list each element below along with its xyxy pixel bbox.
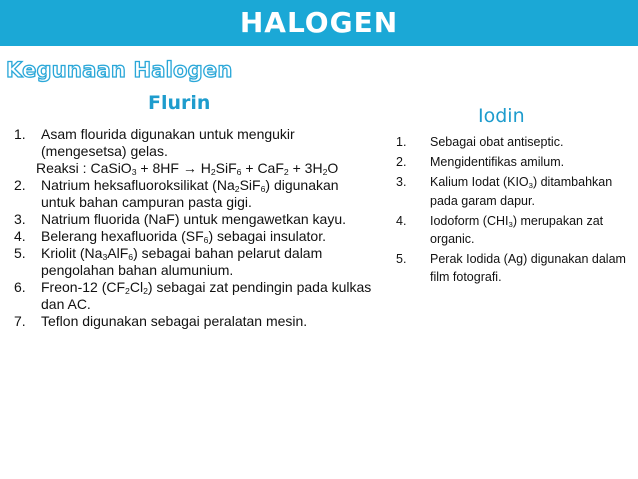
- flurin-item-text: Teflon digunakan sebagai peralatan mesin.: [41, 313, 308, 329]
- text-part: SiF: [239, 177, 261, 193]
- text-part: ) sebagai bahan pelarut dalam pengolahan bahan alumunium.: [41, 245, 323, 278]
- iodin-item-text: Mengidentifikas amilum.: [430, 155, 565, 170]
- text-part: Kalium Iodat (KIO: [430, 175, 529, 190]
- text-part: ) digunakan untuk bahan campuran pasta gigi.: [41, 177, 339, 210]
- reaction-text: O: [327, 160, 339, 176]
- flurin-item-text: [41, 177, 374, 211]
- flurin-item-number: 4.: [14, 228, 26, 244]
- text-part: AlF: [107, 245, 129, 261]
- iodin-item-1: [396, 133, 628, 151]
- iodin-item-4: [396, 212, 628, 248]
- subscript: 2: [143, 286, 148, 297]
- text-part: ) sebagai zat pendingin pada kulkas dan AC.: [41, 279, 372, 312]
- flurin-item-number: 6.: [14, 279, 26, 295]
- subscript: 3: [131, 167, 137, 178]
- reaction-text: Reaksi : CaSiO: [36, 160, 132, 176]
- flurin-list: [14, 126, 374, 330]
- slide-title: HALOGEN: [239, 6, 399, 39]
- flurin-item-text: Asam flourida digunakan untuk mengukir (mengesetsa) gelas.: [41, 126, 295, 159]
- iodin-item-text: [430, 175, 612, 207]
- reaction-text: + CaF: [241, 160, 284, 176]
- flurin-item-7: [14, 313, 374, 330]
- iodin-item-5: [396, 250, 628, 286]
- iodin-item-number: 3.: [396, 175, 407, 190]
- iodin-item-2: [396, 153, 628, 171]
- reaction-text: + 8HF → H: [136, 160, 211, 176]
- flurin-heading: Flurin: [148, 92, 211, 114]
- title-banner: [0, 0, 638, 46]
- text-part: Natrium heksafluoroksilikat (Na: [41, 177, 235, 193]
- text-part: Iodoform (CHI: [430, 213, 509, 228]
- subscript: 3: [528, 181, 533, 191]
- subscript: 3: [102, 252, 108, 263]
- iodin-item-text: Perak Iodida (Ag) digunakan dalam film fotografi.: [430, 252, 626, 285]
- text-part: Freon-12 (CF: [41, 279, 126, 295]
- reaction-text: + 3H: [288, 160, 323, 176]
- flurin-item-3: [14, 211, 374, 228]
- iodin-item-3: [396, 173, 628, 209]
- text-part: ) sebagai insulator.: [208, 228, 327, 244]
- subscript: 2: [125, 286, 130, 297]
- flurin-item-number: 3.: [14, 211, 26, 227]
- reaction-text: SiF: [215, 160, 237, 176]
- iodin-item-text: [430, 214, 603, 246]
- iodin-item-number: 1.: [396, 135, 407, 149]
- reaction-equation: [14, 160, 374, 177]
- flurin-item-number: 2.: [14, 177, 26, 193]
- flurin-item-2: [14, 177, 374, 211]
- flurin-item-text: Natrium fluorida (NaF) untuk mengawetkan kayu.: [41, 211, 347, 227]
- subscript: 2: [210, 167, 216, 178]
- subscript: 6: [260, 184, 266, 195]
- subscript: 3: [508, 219, 513, 229]
- flurin-item-4: [14, 228, 374, 245]
- iodin-item-number: 4.: [396, 213, 407, 228]
- flurin-item-1: [14, 126, 374, 160]
- iodin-item-number: 5.: [396, 252, 407, 267]
- subscript: 2: [234, 184, 240, 195]
- flurin-item-5: [14, 245, 374, 279]
- text-part: ) ditambahkan pada garam dapur.: [430, 175, 613, 208]
- iodin-list: [396, 133, 628, 289]
- iodin-item-text: Sebagai obat antiseptic.: [430, 135, 564, 149]
- flurin-item-text: [41, 228, 374, 245]
- flurin-item-6: [14, 279, 374, 313]
- flurin-item-number: 1.: [14, 126, 26, 142]
- flurin-item-number: 5.: [14, 245, 26, 261]
- flurin-item-number: 7.: [14, 313, 26, 329]
- text-part: Cl: [129, 279, 144, 295]
- subscript: 6: [203, 235, 209, 246]
- text-part: Kriolit (Na: [41, 245, 103, 261]
- text-part: Belerang hexafluorida (SF: [41, 228, 204, 244]
- subscript: 6: [236, 167, 242, 178]
- subscript: 2: [283, 167, 289, 178]
- iodin-item-number: 2.: [396, 155, 407, 170]
- section-subtitle: Kegunaan Halogen: [6, 58, 233, 82]
- iodin-heading: Iodin: [478, 105, 525, 127]
- flurin-item-text: [41, 245, 374, 279]
- subscript: 2: [322, 167, 328, 178]
- flurin-item-text: [41, 279, 374, 313]
- text-part: ) merupakan zat organic.: [430, 213, 604, 247]
- subscript: 6: [128, 252, 134, 263]
